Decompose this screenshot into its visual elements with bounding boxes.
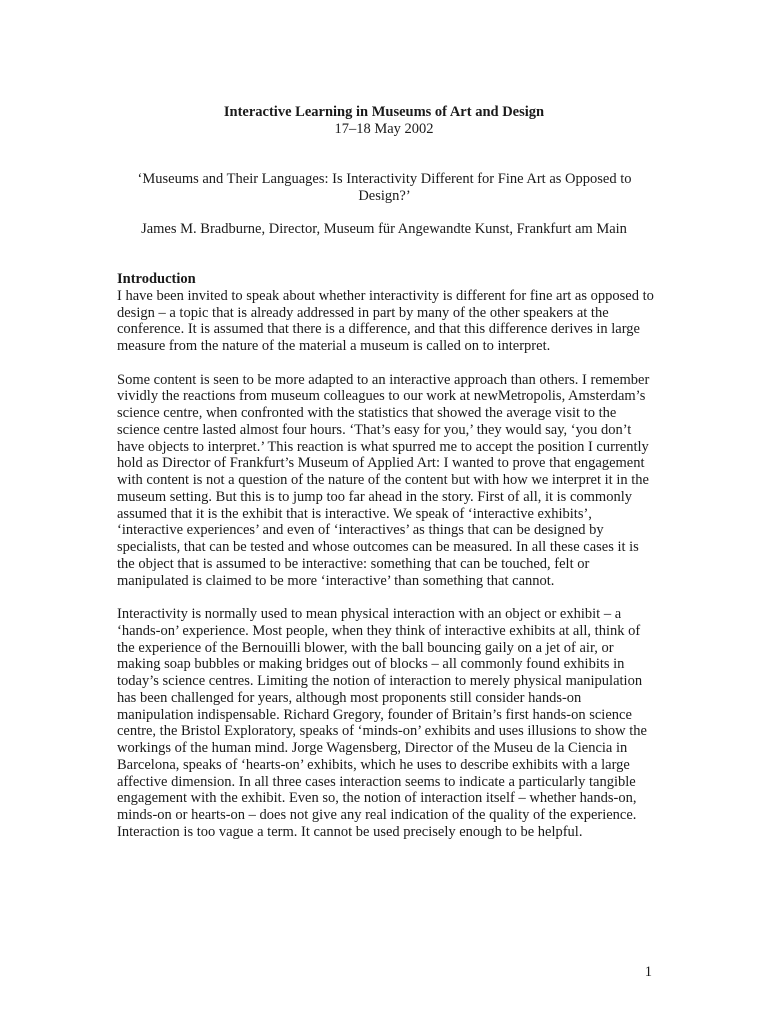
paragraph-3: Interactivity is normally used to mean physical interaction with an object or exhibit – a ‘hands-on’ experience. Most people, when they think of interactive exhibits at all, think of the experience of the Bernouilli blower, with the ball bouncing gaily on a jet of air, or making soap bubbles or making bridges out of blocks – all commonly found exhibits in today’s science centres. Limiting the notion of interaction to merely physical manipulation has been challenged for years, although most proponents still consider hands-on manipulation indispensable. Richard Gregory, founder of Britain’s first hands-on science centre, the Bristol Exploratory, speaks of ‘minds-on’ exhibits and uses illusions to show the workings of the human mind. Jorge Wagensberg, Director of the Museu de la Ciencia in Barcelona, speaks of ‘hearts-on’ exhibits, which he uses to describe exhibits with a large affective dimension. In all three cases interaction seems to indicate a particularly tangible engagement with the exhibit. Even so, the notion of interaction itself – whether hands-on, minds-on or hearts-on – does not give any real indication of the quality of the experience. Interaction is too vague a term. It cannot be used precisely enough to be helpful. [117, 606, 647, 840]
paragraph-2: Some content is seen to be more adapted to an interactive approach than others. I remember vividly the reactions from museum colleagues to our work at newMetropolis, Amsterdam’s science centre, when confronted with the statistics that showed the average visit to the science centre lasted almost four hours. ‘That’s easy for you,’ they would say, ‘you don’t have objects to interpret.’ This reaction is what spurred me to accept the position I currently hold as Director of Frankfurt’s Museum of Applied Art: I wanted to prove that engagement with content is not a question of the nature of the content but with how we interpret it in the museum setting. But this is to jump too far ahead in the story. First of all, it is commonly assumed that it is the exhibit that is interactive. We speak of ‘interactive exhibits’, ‘interactive experiences’ and even of ‘interactives’ as things that can be designed by specialists, that can be tested and whose outcomes can be measured. In all these cases it is the object that is assumed to be interactive: something that can be touched, felt or manipulated is claimed to be more ‘interactive’ than something that cannot. [117, 371, 650, 589]
page-number: 1 [644, 964, 652, 980]
conference-title: Interactive Learning in Museums of Art and Design [223, 104, 545, 120]
conference-date: 17–18 May 2002 [334, 121, 434, 137]
author-line: James M. Bradburne, Director, Museum für Angewandte Kunst, Frankfurt am Main [141, 221, 627, 237]
document-body [117, 271, 658, 857]
paragraph-1: I have been invited to speak about whether interactivity is different for fine art as opposed to design – a topic that is already addressed in part by many of the other speakers at the conference. It is assumed that there is a difference, and that this difference derives in large measure from the nature of the material a museum is called on to interpret. [117, 287, 654, 354]
talk-title: ‘Museums and Their Languages: Is Interactivity Different for Fine Art as Opposed to Design?’ [137, 171, 632, 204]
section-heading: Introduction [117, 271, 196, 287]
document-header [0, 104, 768, 138]
